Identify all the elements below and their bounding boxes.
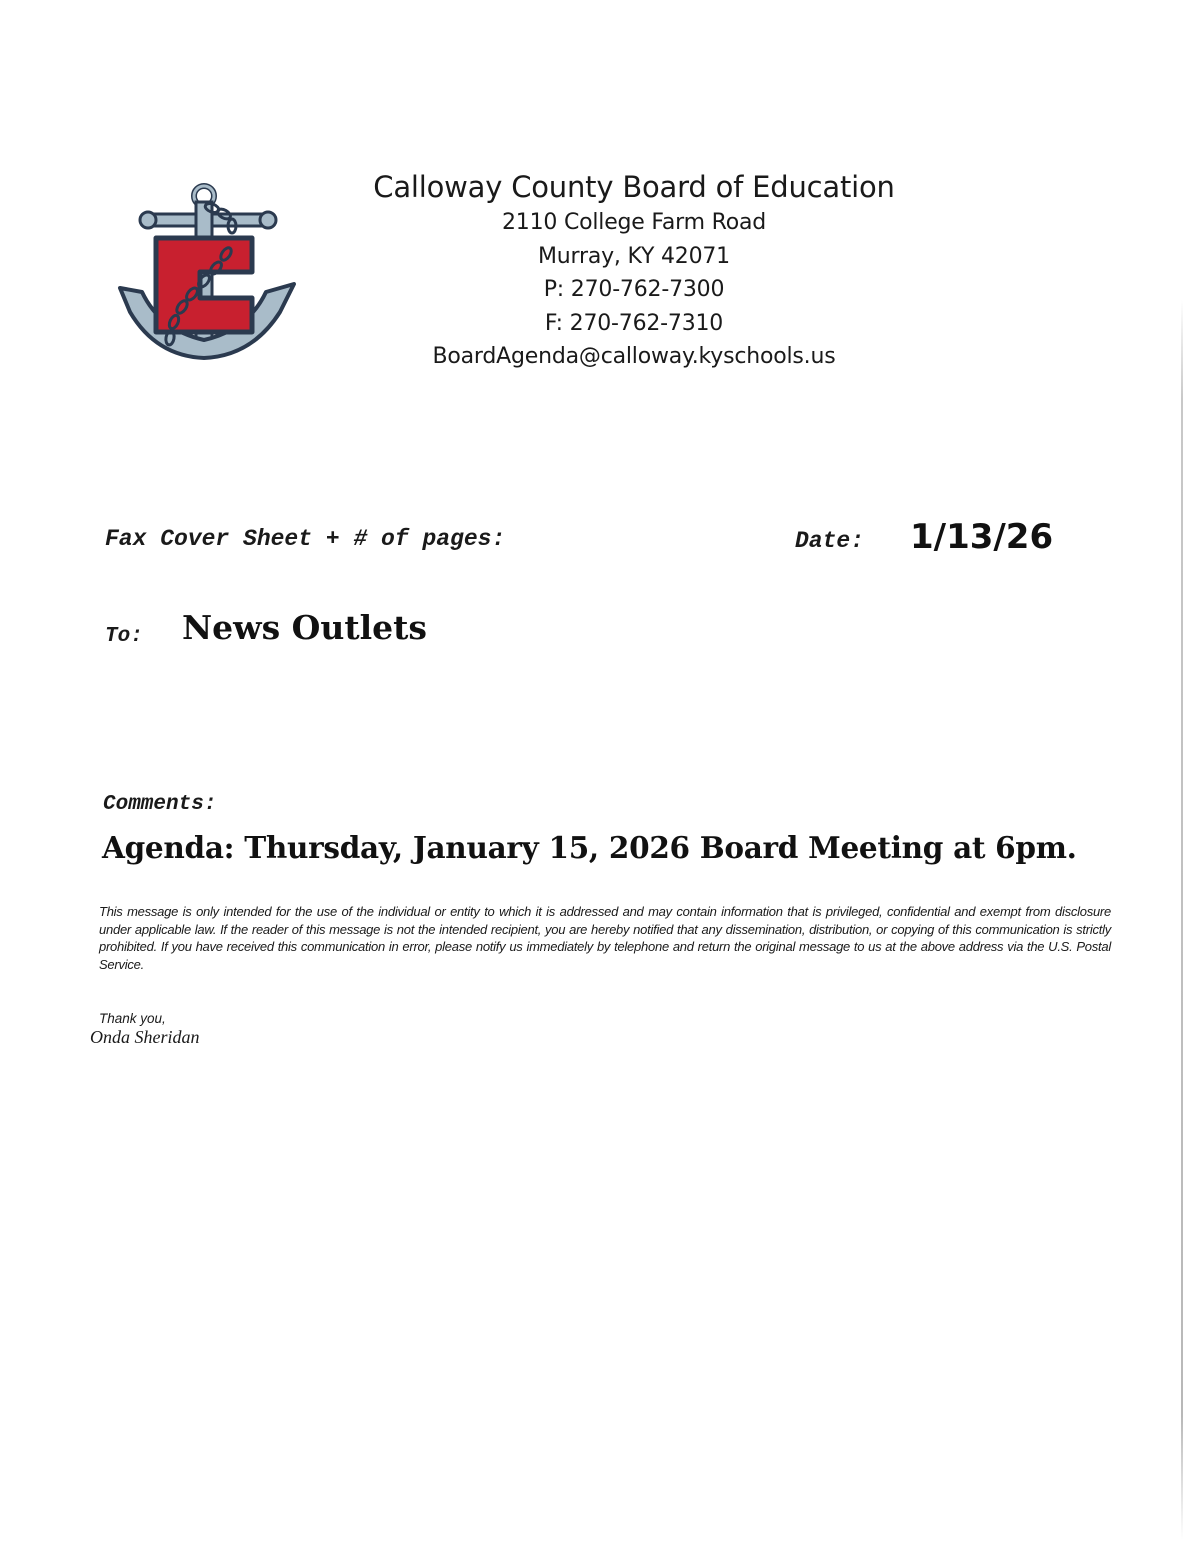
city-state-zip: Murray, KY 42071 [538, 243, 730, 269]
comments-label: Comments: [103, 793, 217, 816]
fax-number: F: 270-762-7310 [544, 310, 724, 336]
organization-name: Calloway County Board of Education [373, 170, 895, 204]
letterhead [360, 168, 908, 374]
email-address: BoardAgenda@calloway.kyschools.us [432, 344, 836, 369]
recipient-value: News Outlets [182, 608, 427, 647]
anchor-c-logo [112, 180, 302, 365]
closing-thanks: Thank you, [99, 1011, 166, 1026]
page-edge-shadow [1181, 300, 1183, 1540]
to-label: To: [105, 625, 143, 648]
date-label: Date: [795, 528, 865, 554]
signer-name: Onda Sheridan [90, 1027, 200, 1047]
anchor-icon [112, 180, 302, 365]
street-address: 2110 College Farm Road [501, 210, 767, 235]
fax-cover-label: Fax Cover Sheet + # of pages: [105, 526, 506, 552]
comments-text: Agenda: Thursday, January 15, 2026 Board Meeting at 6pm. [102, 830, 1077, 865]
phone-number: P: 270-762-7300 [543, 277, 725, 302]
date-value: 1/13/26 [910, 517, 1054, 557]
confidentiality-disclaimer: This message is only intended for the use of the individual or entity to which it is addressed and may contain information that is privileged, confidential and exempt from disclosure under applicable law. If the reader of this message is not the intended recipient, you are hereby notified that any dissemination, distribution, or copying of this communication is strictly prohibited. If you have received this communication in error, please notify us immediately by telephone and return the original message to us at the above address via the U.S. Postal Service. [99, 904, 1111, 972]
